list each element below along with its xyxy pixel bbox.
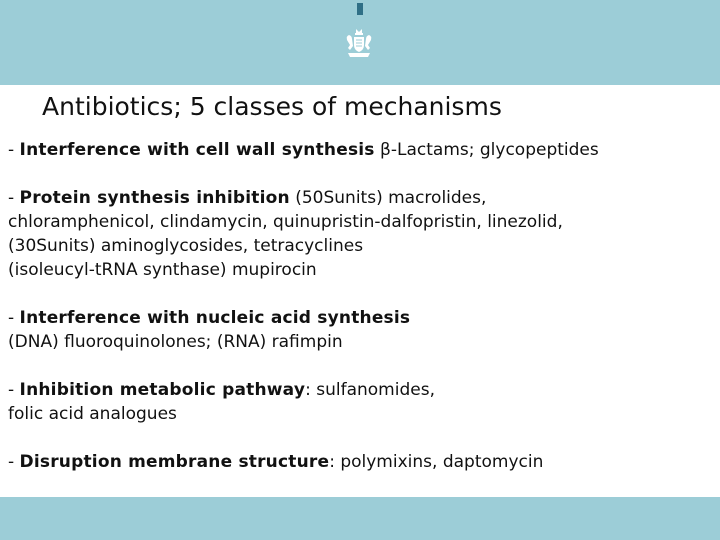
bullet-dash: - bbox=[8, 308, 20, 328]
bullet-dash: - bbox=[8, 452, 20, 472]
mechanism-heading: Disruption membrane structure bbox=[19, 452, 330, 472]
mechanism-heading-line bbox=[8, 306, 708, 330]
slide-title: Antibiotics; 5 classes of mechanisms bbox=[42, 92, 502, 121]
mechanism-cell-wall bbox=[8, 138, 708, 162]
header-band bbox=[0, 0, 720, 85]
mechanism-protein-synthesis bbox=[8, 186, 708, 282]
mechanism-text: : polymixins, daptomycin bbox=[329, 452, 544, 472]
mechanism-detail-line: folic acid analogues bbox=[8, 404, 177, 424]
mechanism-text: : sulfanomides, bbox=[305, 380, 435, 400]
mechanism-heading-line bbox=[8, 450, 708, 474]
mechanism-heading-line bbox=[8, 138, 708, 162]
mechanism-list bbox=[8, 138, 708, 498]
bullet-dash: - bbox=[8, 140, 20, 160]
mechanism-heading-line bbox=[8, 378, 708, 402]
mechanism-heading: Protein synthesis inhibition bbox=[19, 188, 290, 208]
mechanism-detail-line: chloramphenicol, clindamycin, quinupristin-dalfopristin, linezolid, bbox=[8, 212, 563, 232]
mechanism-heading: Inhibition metabolic pathway bbox=[19, 380, 306, 400]
bullet-dash: - bbox=[8, 380, 20, 400]
mechanism-detail-line: (30Sunits) aminoglycosides, tetracyclines bbox=[8, 236, 364, 256]
mechanism-heading-line bbox=[8, 186, 708, 210]
mechanism-detail-line: (DNA) fluoroquinolones; (RNA) rafimpin bbox=[8, 332, 343, 352]
mechanism-membrane bbox=[8, 450, 708, 474]
mechanism-text: (50Sunits) macrolides, bbox=[289, 188, 487, 208]
bullet-dash: - bbox=[8, 188, 20, 208]
mechanism-text: β-Lactams; glycopeptides bbox=[374, 140, 599, 160]
netherlands-coat-of-arms-icon bbox=[344, 28, 374, 60]
emblem-ribbon bbox=[336, 0, 384, 12]
footer-band bbox=[0, 497, 720, 540]
mechanism-detail-line: (isoleucyl-tRNA synthase) mupirocin bbox=[8, 260, 317, 280]
mechanism-heading: Interference with cell wall synthesis bbox=[19, 140, 375, 160]
mechanism-metabolic-pathway bbox=[8, 378, 708, 426]
mechanism-heading: Interference with nucleic acid synthesis bbox=[19, 308, 411, 328]
mechanism-nucleic-acid bbox=[8, 306, 708, 354]
